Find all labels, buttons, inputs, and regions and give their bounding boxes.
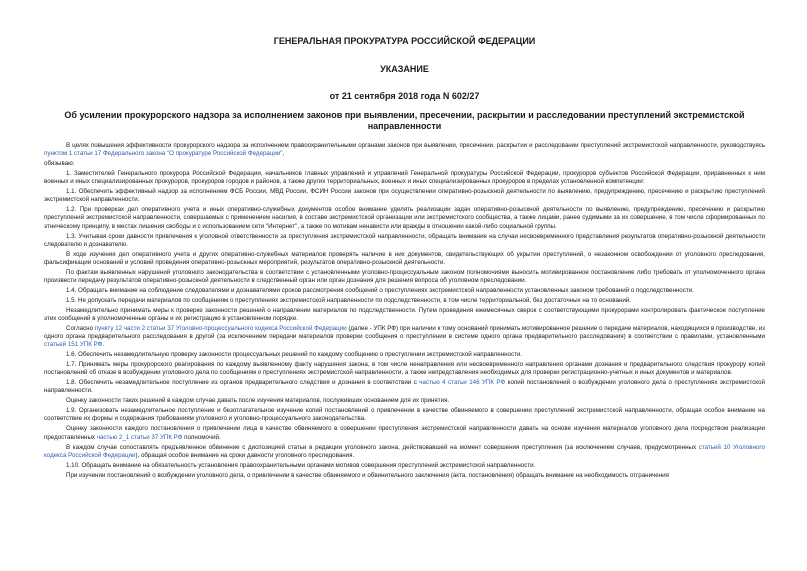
- paragraph: [44, 351, 765, 359]
- law-reference-link[interactable]: статьей 151 УПК РФ: [44, 341, 103, 349]
- paragraph-text: 1.2. При проверках дел оперативного учета и иных оперативно-служебных документов особое внимание уделять реализации задач оперативно-розыскной деятельности по выявлению, предупреждению, пресечению и раскрытию преступлений экстремистской направленности, совершаемых с применением насилия, в составе экстремистской организации или экстремистского сообщества, а также лицами, ранее судимыми за их совершение, в том числе сформированных по этническому принципу, в местах лишения свободы и с использованием сети "Интернет", а также по мотивам ненависти или вражды в отношении какой-либо социальной группы.: [44, 206, 765, 230]
- paragraph-text: Согласно: [66, 324, 95, 332]
- paragraph-text: 1.7. Принимать меры прокурорского реагирования по каждому выявленному факту нарушения закона, в том числе ненаправления или несвоевременного направления органами дознания и предварительного следствия прокурору копий постановлений об отказе в возбуждении уголовного дела по сообщениям о преступлениях экстремистской направленности, а также непредставления необходимых для проверки регистрационно-учетных и иных документов и материалов.: [44, 361, 765, 377]
- paragraph-text: 1.10. Обращать внимание на обязательность установления правоохранительными органами мотивов совершения преступлений экстремистской направленности.: [66, 461, 536, 469]
- document-date-number: от 21 сентября 2018 года N 602/27: [329, 91, 480, 101]
- paragraph-text: В ходе изучения дел оперативного учета и других оперативно-служебных материалов проверять наличие в них документов, свидетельствующих об укрытии преступлений, о незаконном освобождении от уголовного преследования, фальсификации оснований и условий проведения оперативно-розыскных мероприятий, результатов оперативно-розыскной деятельности.: [44, 250, 765, 266]
- paragraph-text: При изучении постановлений о возбуждении уголовного дела, о привлечении в качестве обвиняемого и обвинительного заключения (акта, постановления) обращать внимание на необходимость отграничения: [66, 471, 669, 479]
- paragraph: [44, 462, 765, 470]
- paragraph-text: (далее - УПК РФ) при наличии к тому оснований принимать мотивированное решение о передаче материалов, находящихся в производстве, из одного органа предварительного расследования в другой (за исключением передачи материалов проверки сообщения о преступлении в системе одного органа предварительного расследования) в соответствии с правилами, установленными: [44, 324, 765, 341]
- document-body: [44, 142, 765, 480]
- document-type: УКАЗАНИЕ: [380, 64, 429, 74]
- law-reference-link[interactable]: статьей 10 Уголовного кодекса Российской Федерации: [44, 443, 765, 459]
- paragraph: [44, 472, 765, 480]
- paragraph: [44, 425, 765, 441]
- paragraph: [44, 407, 765, 423]
- paragraph: [44, 397, 765, 405]
- paragraph-text: 1.6. Обеспечить незамедлительную проверку законности процессуальных решений по каждому сообщению о преступлении экстремистской направленности.: [66, 351, 523, 359]
- paragraph: [44, 307, 765, 323]
- paragraph: [44, 297, 765, 305]
- issuing-authority: ГЕНЕРАЛЬНАЯ ПРОКУРАТУРА РОССИЙСКОЙ ФЕДЕРАЦИИ: [273, 36, 536, 46]
- paragraph-text: ), обращая особое внимание на сроки давности уголовного преследования.: [135, 451, 355, 459]
- paragraph-text: Незамедлительно принимать меры к проверке законности решений о направлении материалов по подследственности. Путем проведения ежемесячных сверок с соответствующими прокурорами контролировать фактическое поступление этих сообщений в уполномоченные органы и их регистрацию в установленном порядке.: [44, 306, 765, 322]
- paragraph-text: Оценку законности таких решений в каждом случае давать после изучения материалов, послуживших основанием для их принятия.: [66, 397, 450, 405]
- law-reference-link[interactable]: частью 4 статьи 146 УПК РФ: [419, 379, 506, 387]
- paragraph: [44, 287, 765, 295]
- paragraph-text: 1.5. Не допускать передачи материалов по сообщениям о преступлениях экстремистской направленности по подследственности, в том числе территориальной, без достаточных на то оснований.: [66, 296, 631, 304]
- paragraph-text: копий постановлений о возбуждении уголовного дела о преступлениях экстремистской направленности.: [44, 379, 765, 395]
- paragraph: [44, 325, 765, 349]
- paragraph: [44, 188, 765, 204]
- paragraph-text: полномочий.: [182, 433, 221, 441]
- paragraph: [44, 142, 765, 158]
- paragraph: [44, 160, 765, 168]
- paragraph-text: 1.4. Обращать внимание на соблюдение следователями и дознавателями сроков рассмотрения сообщений о преступлениях экстремистской направленности установленных законом требований о подследственности.: [66, 286, 694, 294]
- paragraph-text: обязываю:: [44, 160, 75, 168]
- paragraph-text: 1. Заместителей Генерального прокурора Российской Федерации, начальников главных управлений и управлений Генеральной прокуратуры Российской Федерации, прокуроров субъектов Российской Федерации, приравненных к ним военных и иных специализированных прокуроров, прокуроров городов и районов, а также других территориальных, военных и иных специализированных прокуроров в пределах установленной компетенции:: [44, 170, 765, 186]
- paragraph-text: Оценку законности каждого постановления о привлечении лица в качестве обвиняемого в совершении преступления экстремистской направленности давать на основе изучения материалов уголовного дела посредством реализации предоставленных: [44, 425, 765, 441]
- paragraph-text: В каждом случае сопоставлять предъявленное обвинение с диспозицией статьи в редакции уголовного закона, действовавшей на момент совершения преступления (за исключением случаев, предусмотренных: [66, 443, 699, 451]
- paragraph: [44, 233, 765, 249]
- paragraph: [44, 269, 765, 285]
- paragraph: [44, 251, 765, 267]
- law-reference-link[interactable]: пунктом 1 статьи 17 Федерального закона "О прокуратуре Российской Федерации": [44, 150, 283, 158]
- paragraph: [44, 206, 765, 230]
- paragraph: [44, 361, 765, 377]
- law-reference-link[interactable]: частью 2_1 статьи 37 УПК РФ: [96, 433, 183, 441]
- paragraph-text: 1.1. Обеспечить эффективный надзор за исполнением ФСБ России, МВД России, ФСИН России законов при осуществлении оперативно-розыскной деятельности по выявлению, предупреждению, пресечению и раскрытию преступлений экстремистской направленности.: [44, 188, 765, 204]
- paragraph-text: ,: [282, 150, 285, 158]
- paragraph: [44, 444, 765, 460]
- paragraph-text: По фактам выявленных нарушений уголовного законодательства в соответствии с установленными уголовно-процессуальным законом полномочиями выносить мотивированное постановление либо требовать от уполномоченного органа произвести передачу результатов оперативно-розыскной деятельности в следственный орган или орган дознания для решения вопроса об уголовном преследовании.: [44, 268, 765, 284]
- paragraph-text: 1.8. Обеспечить незамедлительное поступление из органов предварительного следствия и дознания в соответствии с: [66, 379, 420, 387]
- paragraph-text: В целях повышения эффективности прокурорского надзора за исполнением правоохранительными органами законов при выявлении, пресечении, раскрытии и расследовании преступлений экстремистской направленности, руководствуясь: [66, 142, 765, 149]
- paragraph: [44, 170, 765, 186]
- paragraph-text: 1.9. Организовать незамедлительное поступление и безотлагательное изучение копий постановлений о привлечении в качестве обвиняемого в совершении преступлений экстремистской направленности, обращая особое внимание на соответствие их формы и содержания требованиям уголовного и уголовно-процессуального законодательства.: [44, 407, 765, 423]
- document-title: Об усилении прокурорского надзора за исполнением законов при выявлении, пресечении, раскрытии и расследовании преступлений экстремистской направленности: [64, 110, 745, 131]
- paragraph-text: .: [102, 341, 105, 349]
- paragraph-text: 1.3. Учитывая сроки давности привлечения к уголовной ответственности за преступления экстремистской направленности, обращать внимание на случаи несвоевременного представления результатов оперативно-розыскной деятельности следователю и дознавателю.: [44, 232, 765, 248]
- law-reference-link[interactable]: пункту 12 части 2 статьи 37 Уголовно-процессуального кодекса Российской Федерации: [94, 324, 347, 332]
- paragraph: [44, 379, 765, 395]
